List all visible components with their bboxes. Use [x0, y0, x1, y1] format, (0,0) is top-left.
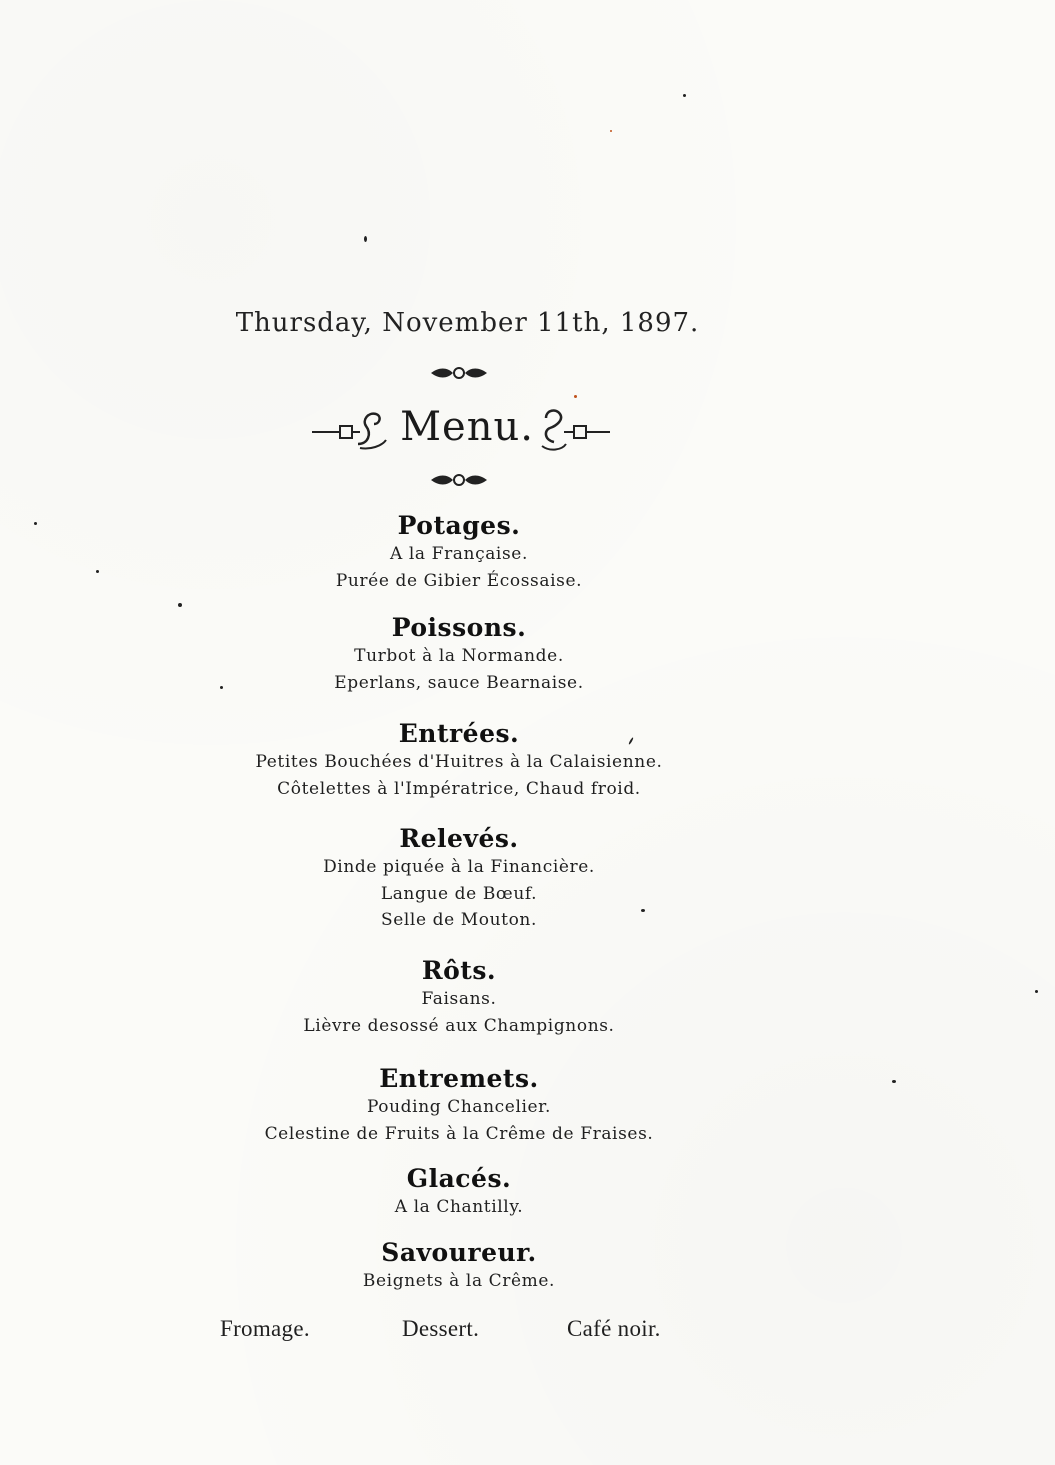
course-releves [0, 824, 918, 934]
course-heading: Potages. [397, 511, 521, 540]
course-savoureur [0, 1238, 918, 1295]
paper-speck [683, 94, 686, 97]
paper-speck [610, 130, 612, 132]
course-heading: Rôts. [421, 956, 497, 985]
course-heading: Poissons. [391, 613, 527, 642]
course-entremets [0, 1064, 918, 1147]
dish-item: Selle de Mouton. [380, 910, 537, 930]
course-heading: Entrées. [398, 719, 520, 748]
course-glaces [0, 1164, 918, 1221]
course-heading: Entremets. [379, 1064, 539, 1093]
dish-item: Petites Bouchées d'Huitres à la Calaisienne. [255, 752, 663, 772]
course-heading: Glacés. [406, 1164, 512, 1193]
right-flourish-icon [538, 404, 618, 454]
course-poissons [0, 613, 918, 696]
course-heading: Relevés. [399, 824, 519, 853]
dish-item: Celestine de Fruits à la Crême de Fraises. [264, 1123, 654, 1144]
footer-dessert: Dessert. [402, 1316, 480, 1341]
left-flourish-icon [310, 404, 390, 454]
dish-item: Lièvre desossé aux Champignons. [303, 1015, 615, 1036]
menu-title-row [310, 398, 615, 462]
dish-item: Turbot à la Normande. [354, 646, 564, 666]
paper-speck [364, 236, 367, 242]
dish-item: A la Française. [390, 544, 528, 564]
paper-speck [178, 603, 182, 607]
ornament-icon [429, 472, 489, 488]
course-heading: Savoureur. [381, 1238, 537, 1267]
menu-date: Thursday, November 11th, 1897. [235, 308, 700, 338]
ornament-icon [429, 365, 489, 381]
dish-item: Faisans. [421, 989, 497, 1009]
ornament-divider-bottom [0, 472, 918, 493]
ornament-divider-top [0, 365, 918, 386]
dish-item: Pouding Chancelier. [366, 1097, 552, 1117]
course-entrees [0, 719, 918, 802]
course-potages [0, 511, 918, 594]
dish-item: Langue de Bœuf. [380, 883, 538, 904]
paper-speck [1035, 990, 1038, 993]
dish-item: A la Chantilly. [394, 1197, 524, 1217]
dish-item: Beignets à la Crême. [362, 1271, 556, 1291]
dish-item: Dinde piquée à la Financière. [323, 857, 595, 877]
menu-title: Menu. [400, 404, 534, 450]
footer-fromage: Fromage. [220, 1316, 310, 1341]
footer-cafe-noir: Café noir. [567, 1316, 661, 1341]
dish-item: Côtelettes à l'Impératrice, Chaud froid. [277, 778, 641, 799]
dish-item: Purée de Gibier Écossaise. [335, 570, 583, 591]
course-rots [0, 956, 918, 1039]
dish-item: Eperlans, sauce Bearnaise. [334, 672, 584, 693]
